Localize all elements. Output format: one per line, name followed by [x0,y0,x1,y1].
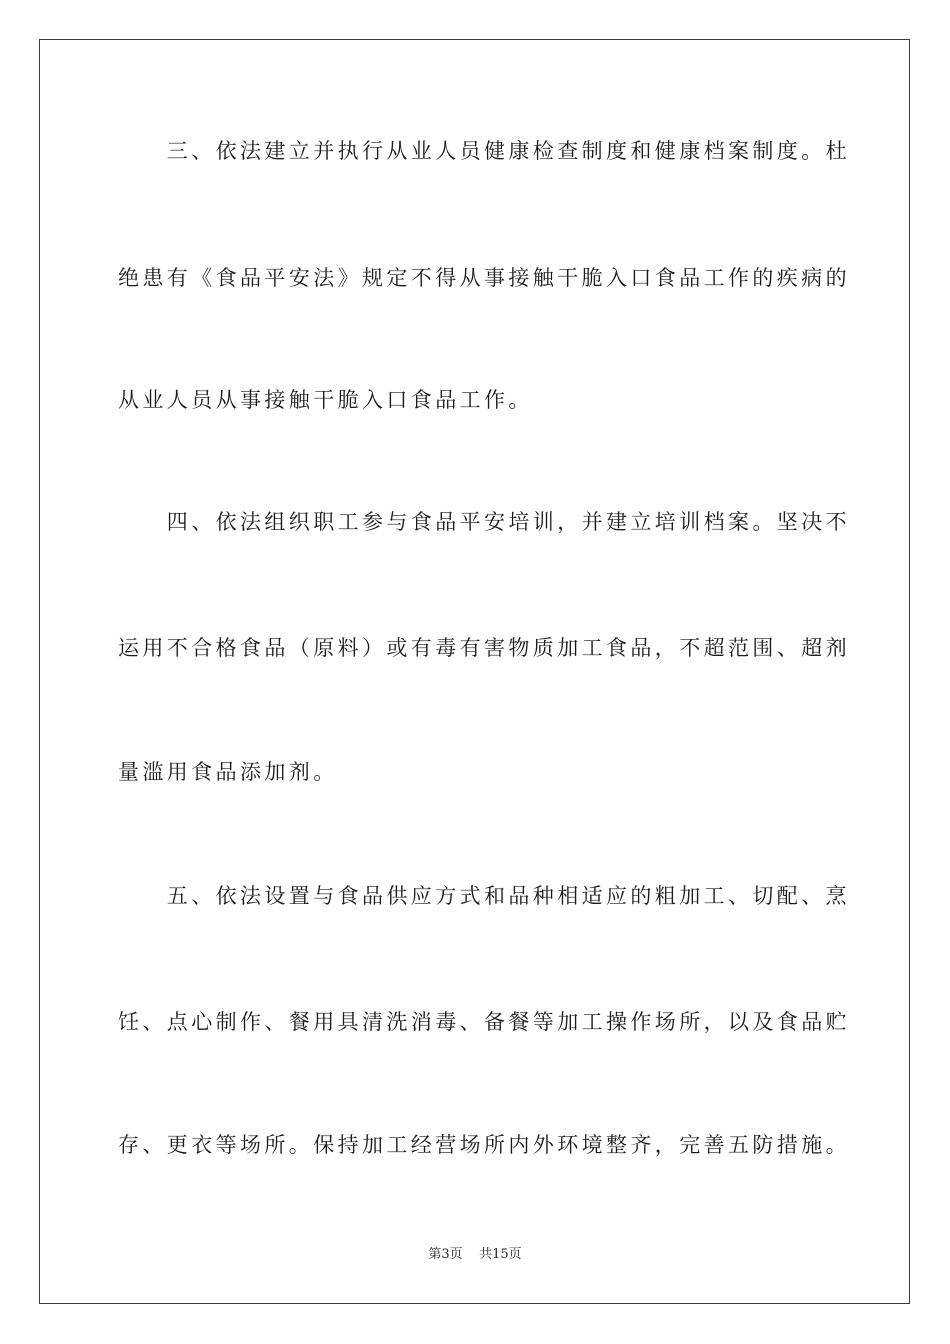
body-text-line: 量滥用食品添加剂。 [118,760,338,784]
body-text-line: 四、依法组织职工参与食品平安培训，并建立培训档案。坚决不 [118,510,850,534]
page-footer [0,1246,950,1264]
body-text-line: 饪、点心制作、餐用具清洗消毒、备餐等加工操作场所，以及食品贮 [118,1010,850,1034]
body-text-line: 从业人员从事接触干脆入口食品工作。 [118,388,533,412]
body-text-line: 五、依法设置与食品供应方式和品种相适应的粗加工、切配、烹 [118,884,850,908]
body-text-line: 三、依法建立并执行从业人员健康检查制度和健康档案制度。杜 [118,139,850,163]
page-total: 共15页 [479,1247,522,1262]
page-number: 第3页 [428,1247,463,1262]
page-border [39,39,910,1304]
body-text-line: 运用不合格食品（原料）或有毒有害物质加工食品，不超范围、超剂 [118,636,850,660]
body-text-line: 绝患有《食品平安法》规定不得从事接触干脆入口食品工作的疾病的 [118,266,850,290]
body-text-line: 存、更衣等场所。保持加工经营场所内外环境整齐，完善五防措施。 [118,1133,850,1157]
